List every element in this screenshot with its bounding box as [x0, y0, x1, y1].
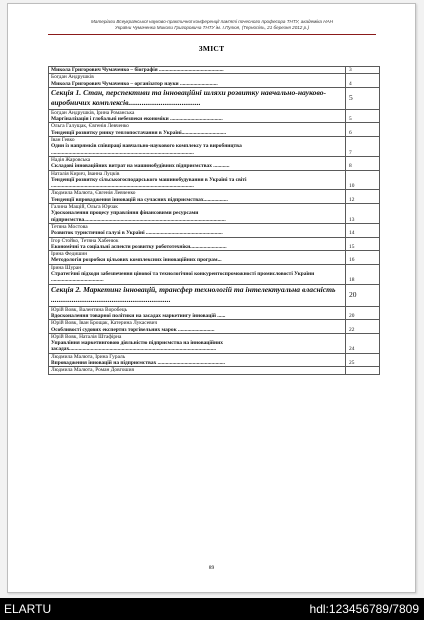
toc-page-number: 15	[346, 237, 380, 251]
header-line-2: України Чумаченка Миколи Григоровича ТНТУ ім. І.Пулюя, (Тернопіль, 21 березня 2012 р.)	[114, 25, 310, 30]
toc-entry-row	[49, 251, 380, 265]
section-title: Секція 1. Стан, перспективи та інноваційні шляхи розвитку навчально-науково-виробничих комплексів......................................	[51, 87, 327, 108]
entry-title: Складові інноваційних витрат на машинобудівних підприємствах ............	[51, 163, 230, 170]
toc-page-number: 22	[346, 320, 380, 334]
entry-authors: Богдан Андрушків	[51, 74, 94, 81]
toc-entry-row	[49, 123, 380, 137]
toc-page-number: 16	[346, 251, 380, 265]
repository-footer-bar	[0, 598, 424, 620]
toc-entry-text	[49, 284, 346, 306]
toc-page-number: 20	[346, 284, 380, 306]
entry-title: Удосконалення процесу управління фінансовими ресурсами підприємства.........................................................................................................	[51, 210, 226, 223]
toc-table	[48, 66, 380, 375]
entry-title: Особливості судових експертиз торгівельних марок ...........................	[51, 326, 215, 333]
toc-entry-row	[49, 109, 380, 123]
header-line-1: Матеріали Всеукраїнської науково-практичної конференції пам'яті почесного професора ТНТУ, академіка НАН	[91, 19, 333, 24]
toc-entry-row	[49, 137, 380, 157]
entry-authors: Іван Гевко	[51, 137, 75, 144]
entry-authors: Богдан Андрушків, Ірина Романська	[51, 109, 135, 116]
toc-entry-text	[49, 137, 346, 157]
toc-entry-row	[49, 74, 380, 88]
toc-page-number: 5	[346, 87, 380, 109]
toc-page-number: 10	[346, 170, 380, 190]
toc-entry-text	[49, 237, 346, 251]
page-header	[52, 19, 372, 31]
entry-title: Микола Григорович Чумаченко – біографія ................................................	[51, 67, 224, 73]
document-page	[7, 3, 416, 593]
entry-title: Тенденції розвитку ринку теплопостачання в Україні.................................	[51, 129, 227, 136]
entry-title: Один із напрямків співпраці навчально-наукового комплексу та виробництва ..........................................................................................................	[51, 143, 242, 156]
entry-authors: Надія Жаровська	[51, 156, 91, 163]
toc-entry-row	[49, 67, 380, 74]
toc-page-number: 7	[346, 137, 380, 157]
toc-entry-text	[49, 123, 346, 137]
toc-page-number: 5	[346, 109, 380, 123]
toc-page-number: 3	[346, 67, 380, 74]
toc-section-row	[49, 87, 380, 109]
toc-entry-text	[49, 251, 346, 265]
toc-page-number: 14	[346, 223, 380, 237]
entry-title: Економічні та соціальні аспекти розвитку робототехніки...........................	[51, 243, 227, 250]
toc-entry-row	[49, 204, 380, 224]
toc-entry-row	[49, 367, 380, 374]
toc-page-number: 20	[346, 306, 380, 320]
toc-page-number	[346, 367, 380, 374]
repository-name: ELARTU	[4, 602, 52, 616]
toc-entry-row	[49, 223, 380, 237]
toc-entry-text	[49, 190, 346, 204]
toc-entry-text	[49, 264, 346, 284]
entry-authors: Людмила Малюта, Євгенія Левченко	[51, 190, 136, 197]
toc-page-number: 18	[346, 264, 380, 284]
toc-page-number: 6	[346, 123, 380, 137]
toc-page-number: 24	[346, 333, 380, 353]
toc-entry-row	[49, 237, 380, 251]
toc-entry-text	[49, 170, 346, 190]
entry-title: Маргіналізація і глобальні небезпеки економіки .......................................	[51, 116, 223, 123]
entry-authors: Ірина Федишин	[51, 251, 88, 258]
toc-entry-text	[49, 156, 346, 170]
toc-entry-text	[49, 67, 346, 74]
toc-entry-row	[49, 333, 380, 353]
entry-authors: Людмила Малюта, Ірина Гураль	[51, 353, 126, 360]
toc-entry-row	[49, 353, 380, 367]
toc-entry-text	[49, 204, 346, 224]
entry-title: Микола Григорович Чумаченко – організатор науки ............................	[51, 80, 218, 87]
toc-entry-text	[49, 74, 346, 88]
toc-page-number: 4	[346, 74, 380, 88]
toc-entry-text	[49, 320, 346, 334]
handle-identifier[interactable]: hdl:123456789/7809	[309, 602, 419, 616]
entry-authors: Людмила Малюта, Роман Довгошия	[51, 367, 134, 374]
toc-page-number: 8	[346, 156, 380, 170]
entry-authors: Ірина Шуран	[51, 264, 82, 271]
toc-entry-row	[49, 190, 380, 204]
entry-authors: Ольга Галущак, Євгенія Левченко	[51, 123, 129, 130]
entry-authors: Юрій Вовк, Валентина Воробець	[51, 306, 128, 313]
toc-entry-row	[49, 264, 380, 284]
toc-entry-text	[49, 333, 346, 353]
page-number: 89	[208, 565, 215, 571]
toc-entry-text	[49, 87, 346, 109]
entry-authors: Юрій Вовк, Іван Брощак, Катерина Лукасевич	[51, 320, 158, 327]
entry-authors: Наталія Кирич, Іванна Луцків	[51, 170, 120, 177]
toc-entry-text	[49, 109, 346, 123]
toc-section-row	[49, 284, 380, 306]
header-divider	[48, 34, 376, 35]
toc-entry-text	[49, 353, 346, 367]
entry-title: Тенденції розвитку сільськогосподарського машинобудування в Україні та світі ..........................................................................................................	[51, 176, 247, 190]
entry-title: Розвиток туристичної галузі в Україні .........................................................	[51, 230, 223, 237]
section-title: Секція 2. Маркетинг інновацій, трансфер технологій та інтелектуальна власність ...............................................................	[51, 284, 336, 305]
toc-page-number: 13	[346, 204, 380, 224]
entry-title: Стратегічні підходи забезпечення цінової та технологічної конкурентоспроможності промисловості України .......................................	[51, 271, 315, 284]
entry-title: Впровадження інновацій на підприємствах ..................................................	[51, 359, 225, 366]
toc-entry-row	[49, 156, 380, 170]
toc-entry-row	[49, 170, 380, 190]
toc-entry-row	[49, 320, 380, 334]
entry-title: Вдосконалення товарної політики на засадах маркетингу інновацій ......	[51, 312, 226, 319]
toc-entry-text	[49, 306, 346, 320]
entry-authors: Галина Мащій, Ольга Юрчак	[51, 204, 118, 211]
toc-page-number: 12	[346, 190, 380, 204]
toc-title: ЗМІСТ	[198, 44, 225, 53]
entry-authors: Юрій Вовк, Наталія Штафірна	[51, 333, 122, 340]
entry-authors: Тетяна Мостова	[51, 223, 88, 230]
toc-entry-text	[49, 223, 346, 237]
entry-title: Методологія розробки цільових комплексних інноваційних програм...	[51, 257, 222, 264]
toc-entry-row	[49, 306, 380, 320]
entry-title: Управління маркетинговою діяльністю підприємства на інноваційних засадах.............................................................................................................	[51, 340, 223, 353]
toc-entry-text	[49, 367, 346, 374]
entry-authors: Ігор Стойко, Тетяна Хабенюк	[51, 237, 119, 244]
toc-page-number: 25	[346, 353, 380, 367]
entry-title: Тенденції впровадження інновацій на сучасних підприємствах..................	[51, 196, 228, 203]
